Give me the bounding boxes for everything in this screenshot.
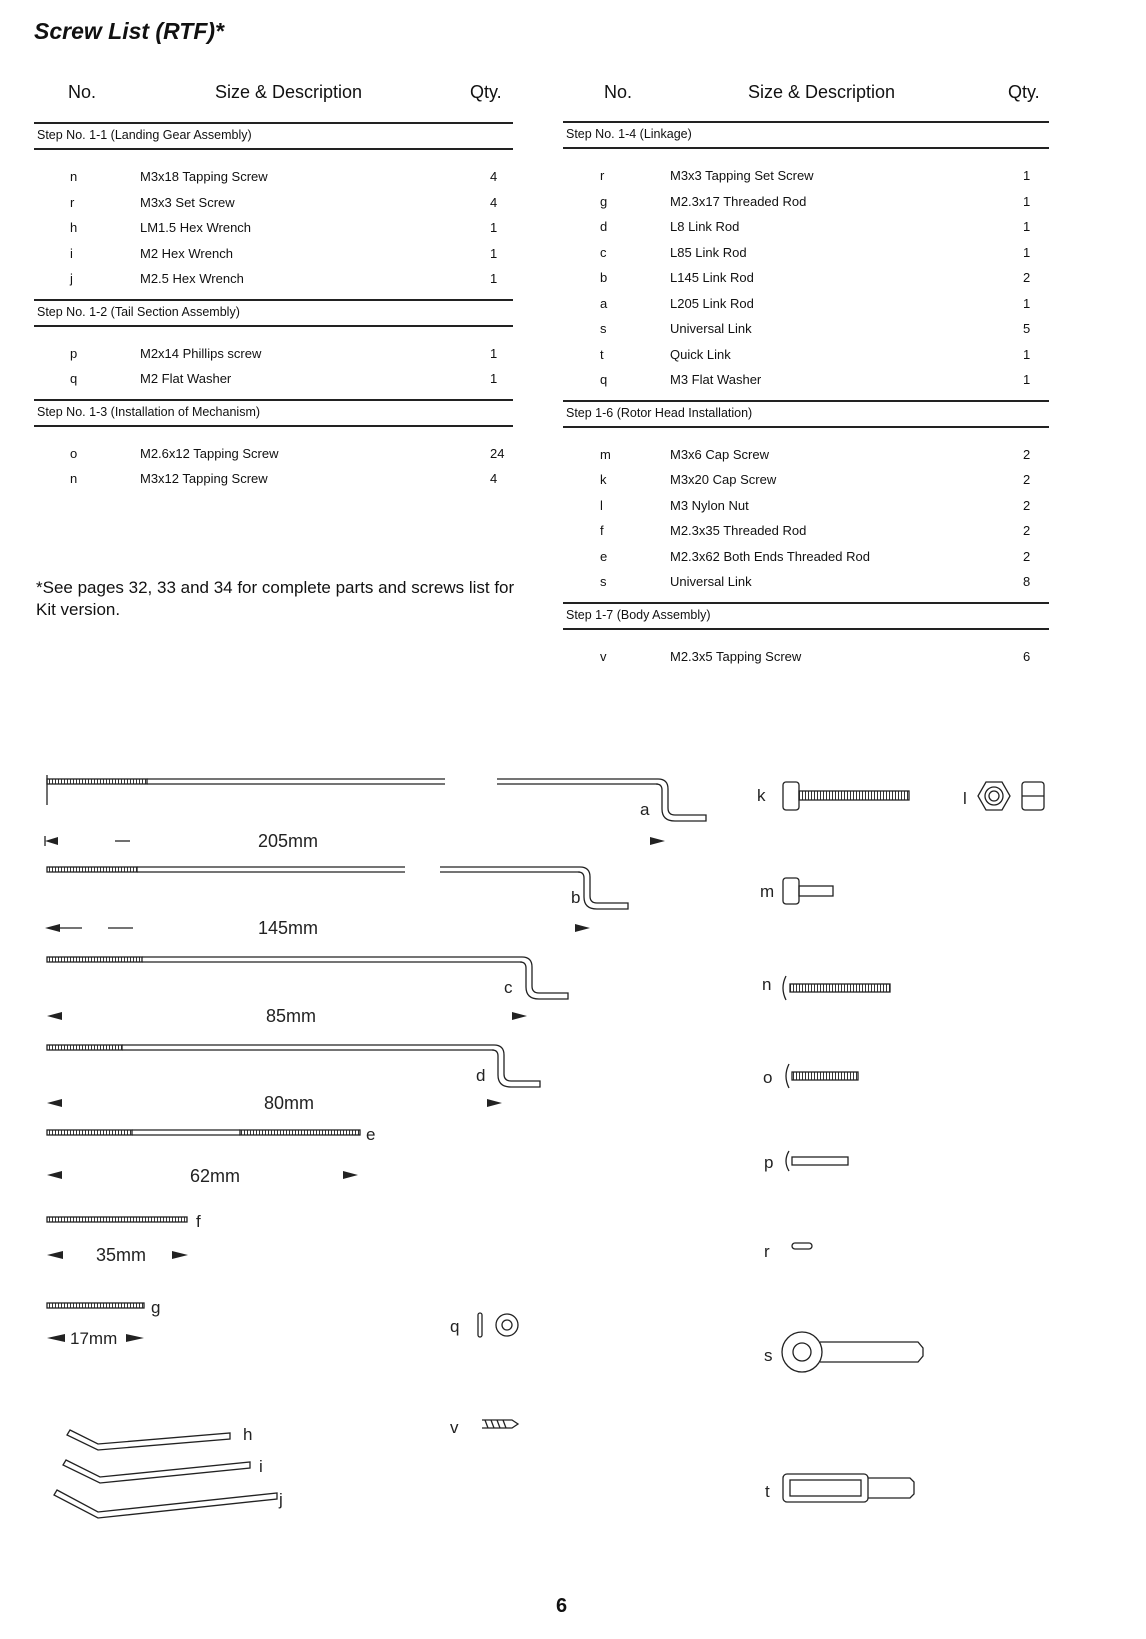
- part-k-letter: k: [757, 786, 766, 805]
- part-qty: 2: [1023, 472, 1031, 487]
- part-letter: d: [600, 219, 608, 234]
- step-title: Step 1-6 (Rotor Head Installation): [566, 405, 753, 420]
- part-letter: i: [70, 245, 73, 261]
- part-description: M3x20 Cap Screw: [670, 472, 777, 487]
- rod-d-length: 80mm: [264, 1093, 315, 1113]
- part-letter: r: [600, 168, 605, 183]
- part-letter: m: [600, 446, 611, 462]
- part-qty: 1: [490, 220, 498, 235]
- part-letter: v: [600, 648, 607, 664]
- part-letter: j: [70, 271, 73, 286]
- part-letter: t: [600, 346, 604, 362]
- part-qty: 2: [1023, 497, 1031, 513]
- rod-g-letter: g: [151, 1298, 161, 1317]
- wrench-j-letter: j: [279, 1490, 283, 1509]
- part-letter: q: [600, 372, 608, 387]
- rod-e-length: 62mm: [190, 1166, 241, 1186]
- part-description: M3x18 Tapping Screw: [140, 169, 268, 184]
- part-description: M3 Nylon Nut: [670, 497, 749, 513]
- part-letter: h: [70, 220, 78, 235]
- part-letter: q: [70, 371, 78, 386]
- threaded-rod-f: [47, 1212, 201, 1265]
- part-letter: r: [70, 194, 75, 210]
- part-qty: 1: [490, 245, 498, 261]
- part-description: M3 Flat Washer: [670, 372, 762, 387]
- part-description: L85 Link Rod: [670, 244, 747, 260]
- part-description: Quick Link: [670, 346, 731, 362]
- rod-d-letter: d: [476, 1066, 486, 1085]
- page-number: 6: [556, 1595, 568, 1617]
- left-header-no: No.: [68, 82, 97, 102]
- part-qty: 4: [490, 169, 498, 184]
- part-description: M3x12 Tapping Screw: [140, 471, 268, 486]
- phillips-screw-p: [764, 1151, 848, 1172]
- universal-link-s: [764, 1332, 923, 1372]
- part-qty: 2: [1023, 270, 1031, 285]
- part-description: M2.6x12 Tapping Screw: [140, 445, 279, 461]
- part-description: M2.3x5 Tapping Screw: [670, 648, 802, 664]
- part-description: L145 Link Rod: [670, 270, 754, 285]
- rod-a-letter: a: [640, 800, 650, 819]
- part-qty: 1: [1023, 295, 1031, 311]
- part-l-letter: l: [963, 789, 967, 808]
- part-description: M2 Flat Washer: [140, 371, 232, 386]
- wrench-h-letter: h: [243, 1425, 253, 1444]
- part-qty: 5: [1023, 321, 1031, 336]
- step-title: Step No. 1-3 (Installation of Mechanism): [37, 404, 261, 419]
- part-qty: 2: [1023, 523, 1031, 538]
- part-qty: 1: [490, 345, 498, 361]
- part-qty: 2: [1023, 548, 1031, 564]
- left-header-size: Size & Description: [215, 82, 363, 102]
- rod-c-letter: c: [504, 978, 513, 997]
- step-title: Step 1-7 (Body Assembly): [566, 607, 711, 622]
- part-t-letter: t: [765, 1482, 770, 1501]
- wrench-i-letter: i: [259, 1457, 263, 1476]
- part-letter: k: [600, 472, 607, 487]
- kit-version-note: *See pages 32, 33 and 34 for complete parts and screws list for Kit version.: [36, 578, 515, 619]
- rod-e-letter: e: [366, 1125, 376, 1144]
- part-description: L8 Link Rod: [670, 219, 740, 234]
- part-qty: 1: [1023, 372, 1031, 387]
- part-n-letter: n: [762, 975, 772, 994]
- link-rod-c: [47, 957, 568, 1026]
- part-qty: 1: [1023, 168, 1031, 183]
- part-qty: 1: [1023, 193, 1031, 209]
- part-description: LM1.5 Hex Wrench: [140, 220, 252, 235]
- set-screw-r: [764, 1242, 812, 1261]
- left-header-qty: Qty.: [470, 82, 502, 102]
- tapping-screw-v: [450, 1418, 518, 1437]
- part-letter: s: [600, 321, 607, 336]
- part-description: M2.3x62 Both Ends Threaded Rod: [670, 548, 870, 564]
- part-letter: n: [70, 169, 78, 184]
- part-r-letter: r: [764, 1242, 770, 1261]
- part-letter: f: [600, 523, 604, 538]
- rod-f-length: 35mm: [96, 1245, 147, 1265]
- right-header-qty: Qty.: [1008, 82, 1040, 102]
- part-description: Universal Link: [670, 321, 752, 336]
- part-description: M2.5 Hex Wrench: [140, 271, 244, 286]
- part-p-letter: p: [764, 1153, 774, 1172]
- part-q-letter: q: [450, 1317, 460, 1336]
- link-rod-d: [47, 1045, 540, 1113]
- rod-c-length: 85mm: [266, 1006, 317, 1026]
- part-qty: 8: [1023, 574, 1031, 589]
- part-qty: 4: [490, 471, 498, 486]
- rod-b-length: 145mm: [258, 918, 319, 938]
- tapping-screw-n: [762, 975, 890, 1000]
- rod-a-length: 205mm: [258, 831, 319, 851]
- part-letter: b: [600, 270, 608, 285]
- part-qty: 1: [1023, 244, 1031, 260]
- part-description: L205 Link Rod: [670, 295, 754, 311]
- part-letter: s: [600, 574, 607, 589]
- part-m-letter: m: [760, 882, 775, 901]
- part-qty: 1: [490, 371, 498, 386]
- part-letter: c: [600, 244, 607, 260]
- threaded-rod-g: [47, 1298, 160, 1348]
- part-description: M3x3 Tapping Set Screw: [670, 168, 814, 183]
- nylon-nut-l: [963, 782, 1044, 810]
- cap-screw-m: [760, 878, 833, 904]
- tapping-screw-o: [763, 1064, 858, 1088]
- part-description: M3x3 Set Screw: [140, 194, 235, 210]
- step-title: Step No. 1-2 (Tail Section Assembly): [37, 304, 240, 319]
- part-letter: n: [70, 471, 78, 486]
- link-rod-b: [45, 867, 628, 938]
- part-o-letter: o: [763, 1068, 773, 1087]
- part-qty: 1: [490, 271, 498, 286]
- part-qty: 4: [490, 194, 498, 210]
- hex-wrenches: [54, 1425, 283, 1518]
- part-description: M2 Hex Wrench: [140, 245, 233, 261]
- part-s-letter: s: [764, 1346, 773, 1365]
- rod-g-length: 17mm: [70, 1329, 118, 1348]
- part-description: M2x14 Phillips screw: [140, 345, 262, 361]
- page-title: Screw List (RTF)*: [34, 18, 224, 44]
- step-title: Step No. 1-1 (Landing Gear Assembly): [37, 128, 252, 142]
- part-description: M3x6 Cap Screw: [670, 446, 769, 462]
- threaded-rod-e: [47, 1125, 375, 1186]
- part-qty: 6: [1023, 648, 1031, 664]
- part-qty: 1: [1023, 346, 1031, 362]
- part-qty: 1: [1023, 219, 1031, 234]
- right-header-no: No.: [604, 82, 633, 102]
- link-rod-a: [45, 775, 706, 851]
- part-letter: a: [600, 295, 608, 311]
- part-letter: l: [600, 497, 603, 513]
- step-title: Step No. 1-4 (Linkage): [566, 127, 692, 141]
- part-qty: 2: [1023, 446, 1031, 462]
- part-letter: o: [70, 445, 78, 461]
- part-description: Universal Link: [670, 574, 752, 589]
- part-v-letter: v: [450, 1418, 459, 1437]
- right-header-size: Size & Description: [748, 82, 896, 102]
- cap-screw-k: [757, 782, 909, 810]
- flat-washer-q: [450, 1313, 518, 1337]
- rod-b-letter: b: [571, 888, 581, 907]
- part-letter: g: [600, 193, 608, 209]
- part-letter: e: [600, 548, 608, 564]
- part-description: M2.3x17 Threaded Rod: [670, 193, 807, 209]
- part-letter: p: [70, 345, 78, 361]
- part-qty: 24: [490, 445, 505, 461]
- quick-link-t: [765, 1474, 914, 1502]
- rod-f-letter: f: [196, 1212, 201, 1231]
- part-description: M2.3x35 Threaded Rod: [670, 523, 807, 538]
